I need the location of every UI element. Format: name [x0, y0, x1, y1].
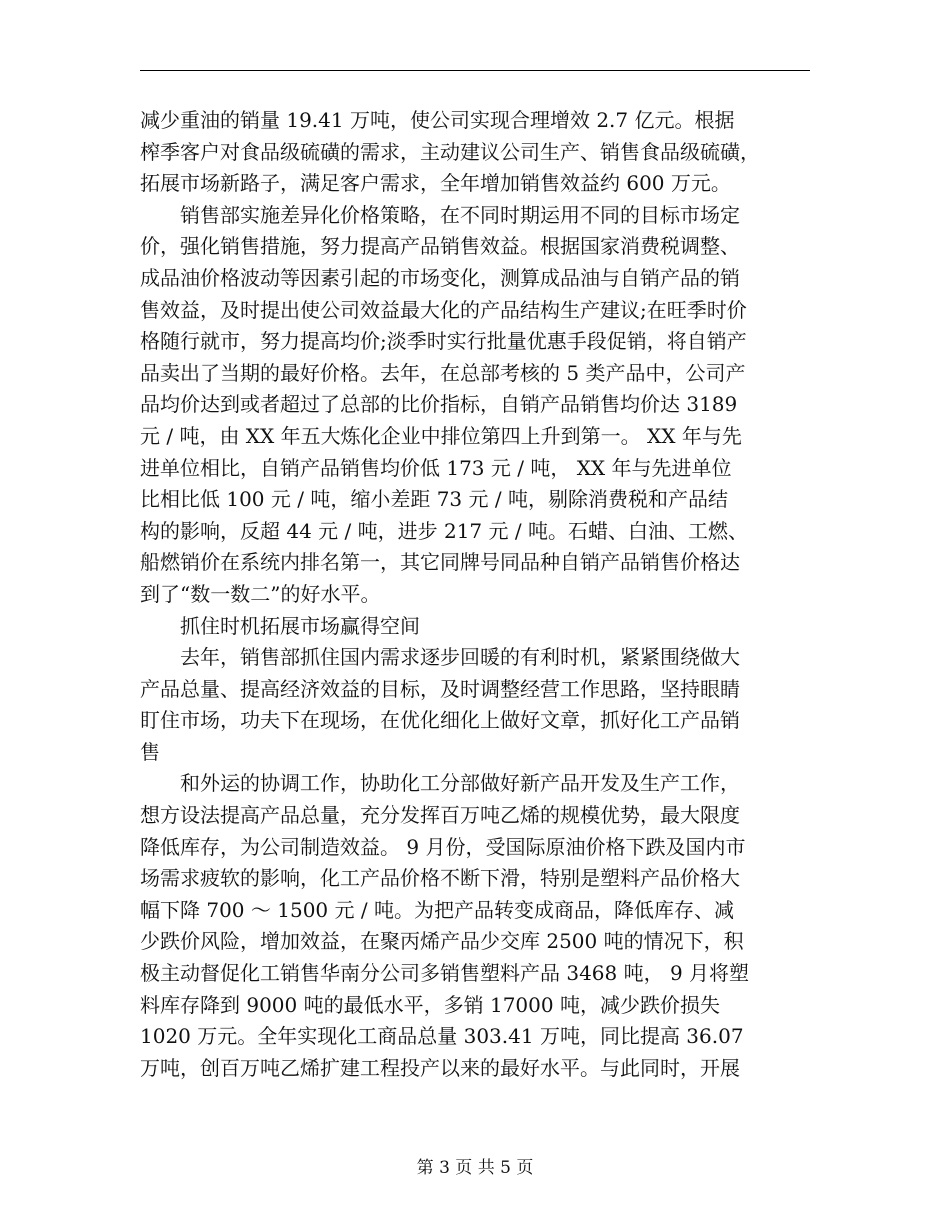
text-line: 场需求疲软的影响，化工产品价格不断下滑，特别是塑料产品价格大 [140, 866, 740, 891]
text-line: 进单位相比，自销产品销售均价低 173 元 / 吨， XX 年与先进单位 [140, 455, 732, 480]
text-line: 降低库存，为公司制造效益。 9 月份，受国际原油价格下跌及国内市 [140, 834, 746, 859]
text-line: 售效益，及时提出使公司效益最大化的产品结构生产建议;在旺季时价 [140, 297, 747, 322]
text-line: 价，强化销售措施，努力提高产品销售效益。根据国家消费税调整、 [140, 234, 740, 259]
text-line: 成品油价格波动等因素引起的市场变化，测算成品油与自销产品的销 [140, 265, 740, 290]
text-line: 格随行就市，努力提高均价;淡季时实行批量优惠手段促销，将自销产 [140, 329, 747, 354]
text-line: 盯住市场，功夫下在现场，在优化细化上做好文章，抓好化工产品销 [140, 708, 740, 733]
text-line: 构的影响，反超 44 元 / 吨，进步 217 元 / 吨。石蜡、白油、工燃、 [140, 518, 748, 543]
text-line: 榨季客户对食品级硫磺的需求，主动建议公司生产、销售食品级硫磺， [140, 139, 760, 164]
text-line: 去年，销售部抓住国内需求逐步回暖的有利时机，紧紧围绕做大 [140, 645, 740, 670]
text-line: 品均价达到或者超过了总部的比价指标，自销产品销售均价达 3189 [140, 392, 738, 417]
text-line: 万吨，创百万吨乙烯扩建工程投产以来的最好水平。与此同时，开展 [140, 1055, 740, 1080]
text-line: 元 / 吨，由 XX 年五大炼化企业中排位第四上升到第一。 XX 年与先 [140, 423, 742, 448]
text-line: 比相比低 100 元 / 吨，缩小差距 73 元 / 吨，剔除消费税和产品结 [140, 487, 728, 512]
page-number-footer: 第 3 页 共 5 页 [416, 1158, 534, 1178]
text-line: 幅下降 700 ～ 1500 元 / 吨。为把产品转变成商品，降低库存、减 [140, 897, 734, 922]
text-line: 少跌价风险，增加效益，在聚丙烯产品少交库 2500 吨的情况下，积 [140, 929, 744, 954]
text-line: 想方设法提高产品总量，充分发挥百万吨乙烯的规模优势，最大限度 [140, 803, 740, 828]
section-heading: 抓住时机拓展市场赢得空间 [140, 613, 420, 638]
text-line: 船燃销价在系统内排名第一，其它同牌号同品种自销产品销售价格达 [140, 550, 740, 575]
text-line: 产品总量、提高经济效益的目标，及时调整经营工作思路，坚持眼睛 [140, 676, 740, 701]
text-line: 极主动督促化工销售华南分公司多销售塑料产品 3468 吨， 9 月将塑 [140, 961, 750, 986]
text-line: 拓展市场新路子，满足客户需求，全年增加销售效益约 600 万元。 [140, 171, 731, 196]
text-line: 减少重油的销量 19.41 万吨，使公司实现合理增效 2.7 亿元。根据 [140, 108, 735, 132]
text-line: 销售部实施差异化价格策略，在不同时期运用不同的目标市场定 [140, 202, 740, 227]
text-line: 和外运的协调工作，协助化工分部做好新产品开发及生产工作， [140, 771, 740, 796]
body-text [140, 105, 820, 1084]
text-line: 售 [140, 739, 160, 764]
text-line: 1020 万元。全年实现化工商品总量 303.41 万吨，同比提高 36.07 [140, 1024, 744, 1049]
header-rule [140, 70, 810, 71]
text-line: 料库存降到 9000 吨的最低水平，多销 17000 吨，减少跌价损失 [140, 992, 720, 1017]
text-line: 品卖出了当期的最好价格。去年，在总部考核的 5 类产品中，公司产 [140, 360, 746, 385]
text-line: 到了“数一数二”的好水平。 [140, 581, 381, 606]
